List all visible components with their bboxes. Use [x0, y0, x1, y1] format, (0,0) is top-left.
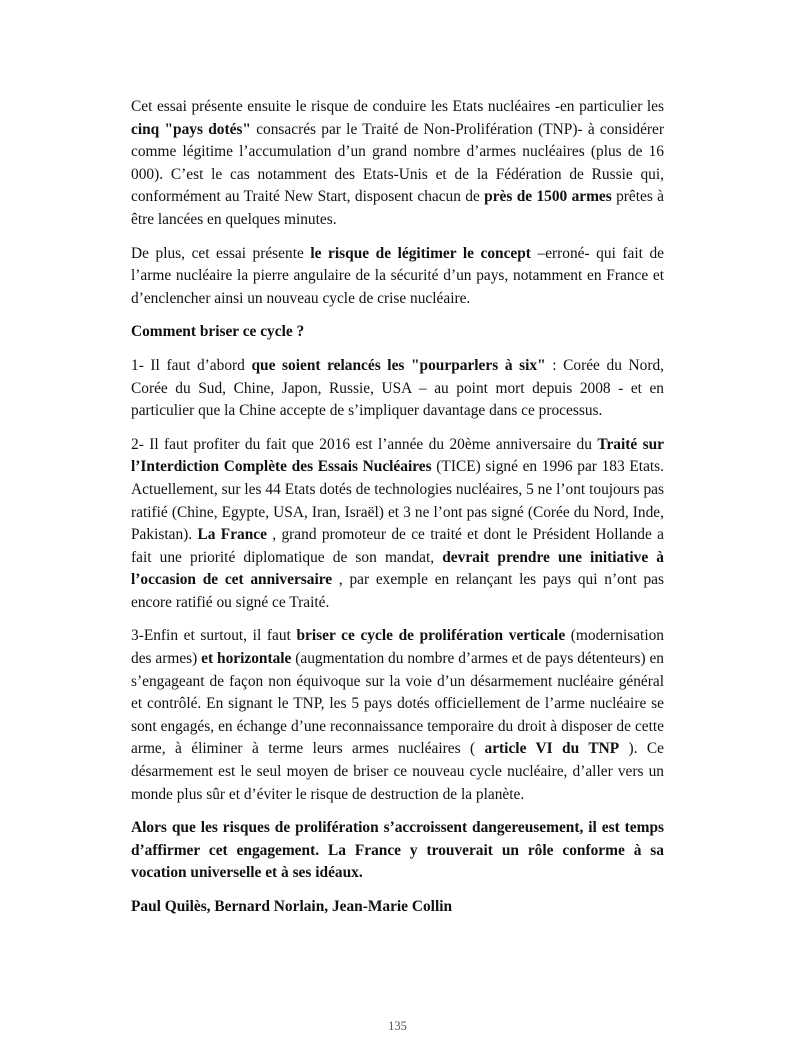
- text-run: 1- Il faut d’abord: [131, 356, 252, 374]
- bold-run: devrait prendre une initiative à l’occasion de cet anniversaire: [131, 548, 665, 589]
- bold-run: cinq "pays dotés": [131, 120, 251, 138]
- text-run: (TICE) signé en 1996 par 183 Etats. Actuellement, sur les 44 Etats dotés de technologies nucléaires, 5 ne l’ont toujours pas ratifié (Chine, Egypte, USA, Iran, Israël) et 3 ne l’ont pas signé (Corée du Nord, Inde, Pakistan).: [131, 458, 665, 544]
- text-run: ). Ce désarmement est le seul moyen de briser ce nouveau cycle nucléaire, d’aller vers un monde plus sûr et d’éviter le risque de destruction de la planète.: [131, 740, 665, 803]
- bold-run: La France: [197, 526, 267, 544]
- text-run: (modernisation des armes): [131, 627, 664, 668]
- bold-run: près de 1500 armes: [484, 188, 612, 206]
- text-run: : Corée du Nord, Corée du Sud, Chine, Japon, Russie, USA – au point mort depuis 2008 - et en particulier que la Chine accepte de s’impliquer davantage dans ce processus.: [131, 356, 664, 420]
- paragraph-legitimize-concept: [131, 243, 664, 311]
- authors-signature: Paul Quilès, Bernard Norlain, Jean-Marie Collin: [131, 898, 453, 915]
- text-run: De plus, cet essai présente: [131, 244, 311, 262]
- text-run: , par exemple en relançant les pays qui n’ont pas encore ratifié ou signé ce Traité.: [131, 571, 664, 611]
- text-run: , grand promoteur de ce traité et dont le Président Hollande a fait une priorité diplomatique de son mandat,: [131, 526, 665, 566]
- page-number: 135: [388, 1019, 407, 1033]
- bold-run: article VI du TNP: [484, 740, 620, 758]
- paragraph-break-proliferation-cycle: [131, 625, 664, 806]
- paragraph-test-ban-treaty: [131, 434, 664, 615]
- bold-run: et horizontale: [201, 650, 292, 668]
- text-run: 2- Il faut profiter du fait que 2016 est l’année du 20ème anniversaire du: [131, 435, 598, 453]
- paragraph-six-party-talks: [131, 355, 664, 423]
- paragraph-risk-nuclear-states: [131, 96, 664, 232]
- text-run: (augmentation du nombre d’armes et de pays détenteurs) en s’engageant de façon non équivoque sur la voie d’un désarmement nucléaire général et contrôlé. En signant le TNP, les 5 pays dotés officiellement de l’arme nucléaire se sont engagés, en échange d’une reconnaissance temporaire du droit à disposer de cette arme, à éliminer à terme leurs armes nucléaires (: [131, 650, 664, 758]
- text-run: prêtes à être lancées en quelques minutes.: [131, 188, 664, 228]
- body-text: [131, 96, 664, 930]
- bold-run: le risque de légitimer le concept: [310, 244, 531, 262]
- section-heading: Comment briser ce cycle ?: [131, 323, 305, 341]
- text-run: Cet essai présente ensuite le risque de conduire les Etats nucléaires -en particulier les: [131, 98, 664, 115]
- bold-run: Traité sur l’Interdiction Complète des Essais Nucléaires: [131, 435, 664, 476]
- text-run: 3-Enfin et surtout, il faut: [131, 627, 297, 645]
- bold-run: briser ce cycle de prolifération verticale: [296, 627, 566, 645]
- conclusion-paragraph: Alors que les risques de prolifération s’accroissent dangereusement, il est temps d’affirmer cet engagement. La France y trouverait un rôle conforme à sa vocation universelle et à ses idéaux.: [131, 819, 664, 882]
- text-run: –erroné- qui fait de l’arme nucléaire la pierre angulaire de la sécurité d’un pays, notamment en France et d’enclencher ainsi un nouveau cycle de crise nucléaire.: [131, 244, 664, 307]
- bold-run: que soient relancés les "pourparlers à six": [251, 356, 546, 374]
- text-run: consacrés par le Traité de Non-Prolifération (TNP)- à considérer comme légitime l’accumulation d’un grand nombre d’armes nucléaires (plus de 16 000). C’est le cas notamment des Etats-Unis et de la Fédération de Russie qui, conformément au Traité New Start, disposent chacun de: [131, 120, 664, 206]
